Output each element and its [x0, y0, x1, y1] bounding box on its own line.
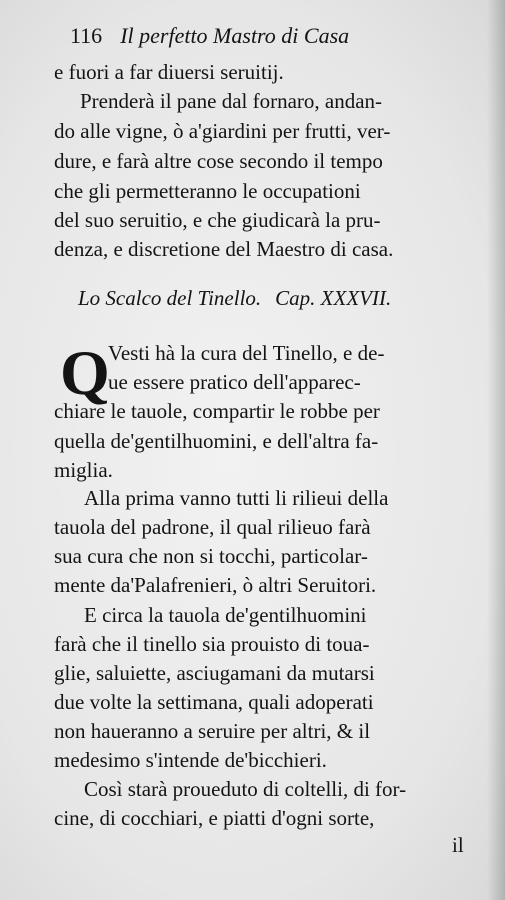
- running-title: Il perfetto Mastro di Casa: [120, 23, 350, 48]
- text-line: miglia.: [54, 458, 113, 482]
- page-header: [70, 22, 470, 50]
- text-line: del suo seruitio, e che giudicarà la pru-: [54, 208, 381, 232]
- text-line: che gli permetteranno le occupationi: [54, 179, 361, 203]
- text-line: e fuori a far diuersi seruitij.: [54, 60, 284, 84]
- text-line: Alla prima vanno tutti li rilieui della: [84, 486, 389, 510]
- text-line: chiare le tauole, compartir le robbe per: [54, 399, 380, 423]
- drop-cap-initial: Q: [60, 337, 110, 408]
- text-line: glie, saluiette, asciugamani da mutarsi: [54, 661, 375, 685]
- text-line: tauola del padrone, il qual rilieuo farà: [54, 515, 371, 539]
- text-line: due volte la settimana, quali adoperati: [54, 690, 374, 714]
- page-number: 116: [70, 23, 103, 48]
- text-line: E circa la tauola de'gentilhuomini: [84, 603, 367, 627]
- text-line: ue essere pratico dell'apparec-: [108, 370, 361, 394]
- chapter-title: Lo Scalco del Tinello.: [78, 286, 262, 310]
- text-line: Così starà proueduto di coltelli, di for-: [84, 777, 407, 801]
- text-line: do alle vigne, ò a'giardini per frutti, ver-: [54, 119, 391, 143]
- text-line: dure, e farà altre cose secondo il tempo: [54, 149, 383, 173]
- text-line: mente da'Palafrenieri, ò altri Seruitori.: [54, 573, 377, 597]
- text-line: cine, di cocchiari, e piatti d'ogni sorte,: [54, 806, 375, 830]
- chapter-number: Cap. XXXVII.: [275, 286, 392, 310]
- text-line: non haueranno a seruire per altri, & il: [54, 719, 371, 743]
- text-line: medesimo s'intende de'bicchieri.: [54, 748, 327, 772]
- chapter-heading: [78, 283, 391, 313]
- text-line: Vesti hà la cura del Tinello, e de-: [108, 341, 385, 365]
- text-line: farà che il tinello sia prouisto di toua-: [54, 632, 370, 656]
- text-line: sua cura che non si tocchi, particolar-: [54, 544, 368, 568]
- text-line: quella de'gentilhuomini, e dell'altra fa-: [54, 429, 379, 453]
- catchword: il: [452, 833, 464, 857]
- page-gutter-shadow: [487, 0, 505, 900]
- text-line: denza, e discretione del Maestro di casa.: [54, 237, 394, 261]
- text-line: Prenderà il pane dal fornaro, andan-: [80, 89, 383, 113]
